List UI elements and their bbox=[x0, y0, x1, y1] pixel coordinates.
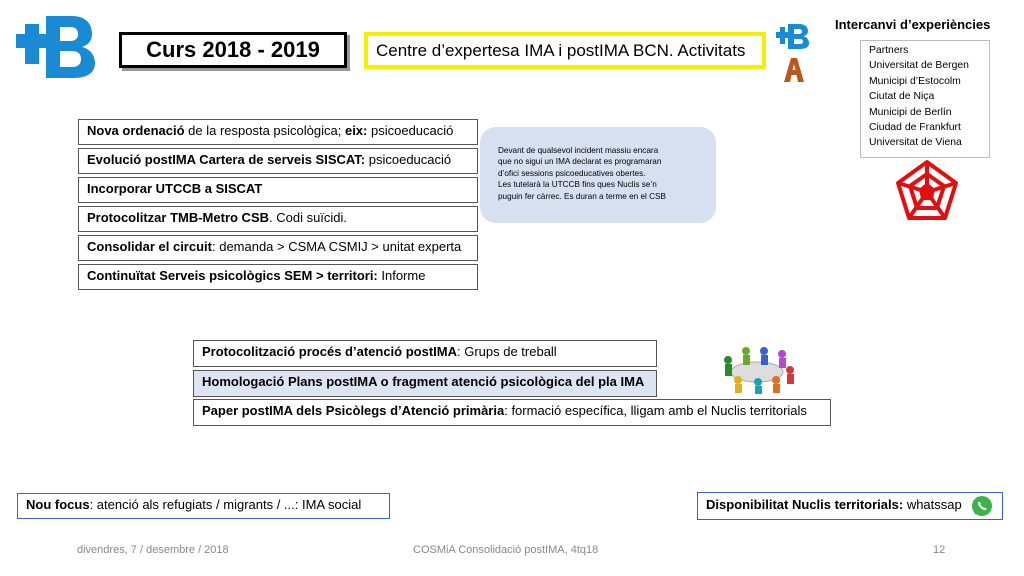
note-bubble bbox=[480, 127, 716, 223]
action-item bbox=[78, 235, 478, 261]
partners-heading: Partners bbox=[869, 45, 909, 56]
partner-item: Universitat de Bergen bbox=[869, 60, 969, 72]
action-item bbox=[78, 206, 478, 232]
action-item-text: psicoeducació bbox=[367, 123, 454, 138]
postima-item bbox=[193, 399, 831, 426]
postima-item-text: : formació específica, lligam amb el Nuclis territorials bbox=[504, 403, 807, 418]
postima-item bbox=[193, 370, 657, 397]
barcelona-small-logo bbox=[776, 24, 810, 84]
new-focus-bold: Nou focus bbox=[26, 497, 90, 512]
meeting-group-icon bbox=[714, 342, 800, 394]
page-title: Centre d’expertesa IMA i postIMA BCN. Activitats bbox=[364, 32, 766, 69]
action-item bbox=[78, 148, 478, 174]
action-item-text: . Codi suïcidi. bbox=[269, 210, 348, 225]
note-line: que no sigui un IMA declarat es programaran bbox=[498, 157, 662, 167]
action-item bbox=[78, 119, 478, 145]
spider-web-icon bbox=[892, 158, 962, 224]
action-item-text: psicoeducació bbox=[365, 152, 452, 167]
exchange-title: Intercanvi d’experiències bbox=[835, 17, 991, 32]
postima-item-bold: Paper postIMA dels Psicòlegs d’Atenció primària bbox=[202, 403, 505, 418]
footer-center: COSMiA Consolidació postIMA, 4tq18 bbox=[413, 544, 599, 556]
course-year-title: Curs 2018 - 2019 bbox=[119, 32, 347, 68]
action-item-bold: Continuïtat Serveis psicològics SEM > territori: bbox=[87, 268, 378, 283]
partner-item: Municipi de Berlín bbox=[869, 106, 952, 118]
postima-item bbox=[193, 340, 657, 367]
note-line: Les tutelarà la UTCCB fins ques Nuclis se’n bbox=[498, 180, 657, 190]
new-focus-text: : atenció als refugiats / migrants / ...: IMA social bbox=[89, 497, 362, 512]
postima-item-text: : Grups de treball bbox=[456, 344, 557, 359]
action-item bbox=[78, 264, 478, 290]
action-item bbox=[78, 177, 478, 203]
partner-item: Municipi d’Estocolm bbox=[869, 75, 961, 87]
postima-item-bold: Protocolització procés d’atenció postIMA bbox=[202, 344, 457, 359]
note-line: d’ofici sessions psicoeducatives obertes. bbox=[498, 168, 646, 178]
postima-item-bold: Homologació Plans postIMA o fragment atenció psicològica del pla IMA bbox=[202, 374, 645, 389]
action-item-bold: Evolució postIMA Cartera de serveis SISCAT: bbox=[87, 152, 366, 167]
action-item-bold: Nova ordenació bbox=[87, 123, 185, 138]
availability-bold: Disponibilitat Nuclis territorials: bbox=[706, 497, 904, 512]
note-line: Devant de qualsevol incident massiu encara bbox=[498, 146, 659, 155]
action-item-bold: eix: bbox=[344, 123, 368, 138]
action-item-text: Informe bbox=[377, 268, 426, 283]
availability-item bbox=[697, 492, 1003, 520]
action-item-bold: Protocolitzar TMB-Metro CSB bbox=[87, 210, 269, 225]
page-number: 12 bbox=[933, 544, 946, 556]
partner-item: Universitat de Viena bbox=[869, 137, 962, 149]
action-item-bold: Consolidar el circuit bbox=[87, 239, 212, 254]
partner-item: Ciudad de Frankfurt bbox=[869, 122, 961, 134]
action-item-text: de la resposta psicològica; bbox=[184, 123, 345, 138]
note-line: puguin fer càrrec. Es duran a terme en el CSB bbox=[498, 191, 666, 201]
partner-item: Ciutat de Niça bbox=[869, 91, 935, 103]
action-item-text: : demanda > CSMA CSMIJ > unitat experta bbox=[211, 239, 462, 254]
partners-list bbox=[860, 40, 990, 158]
action-item-bold: Incorporar UTCCB a SISCAT bbox=[87, 181, 263, 196]
availability-text: whatssap bbox=[903, 497, 962, 512]
footer-date: divendres, 7 / desembre / 2018 bbox=[77, 544, 229, 556]
whatsapp-icon bbox=[970, 494, 994, 518]
new-focus-item bbox=[17, 493, 390, 519]
barcelona-logo bbox=[16, 14, 96, 80]
